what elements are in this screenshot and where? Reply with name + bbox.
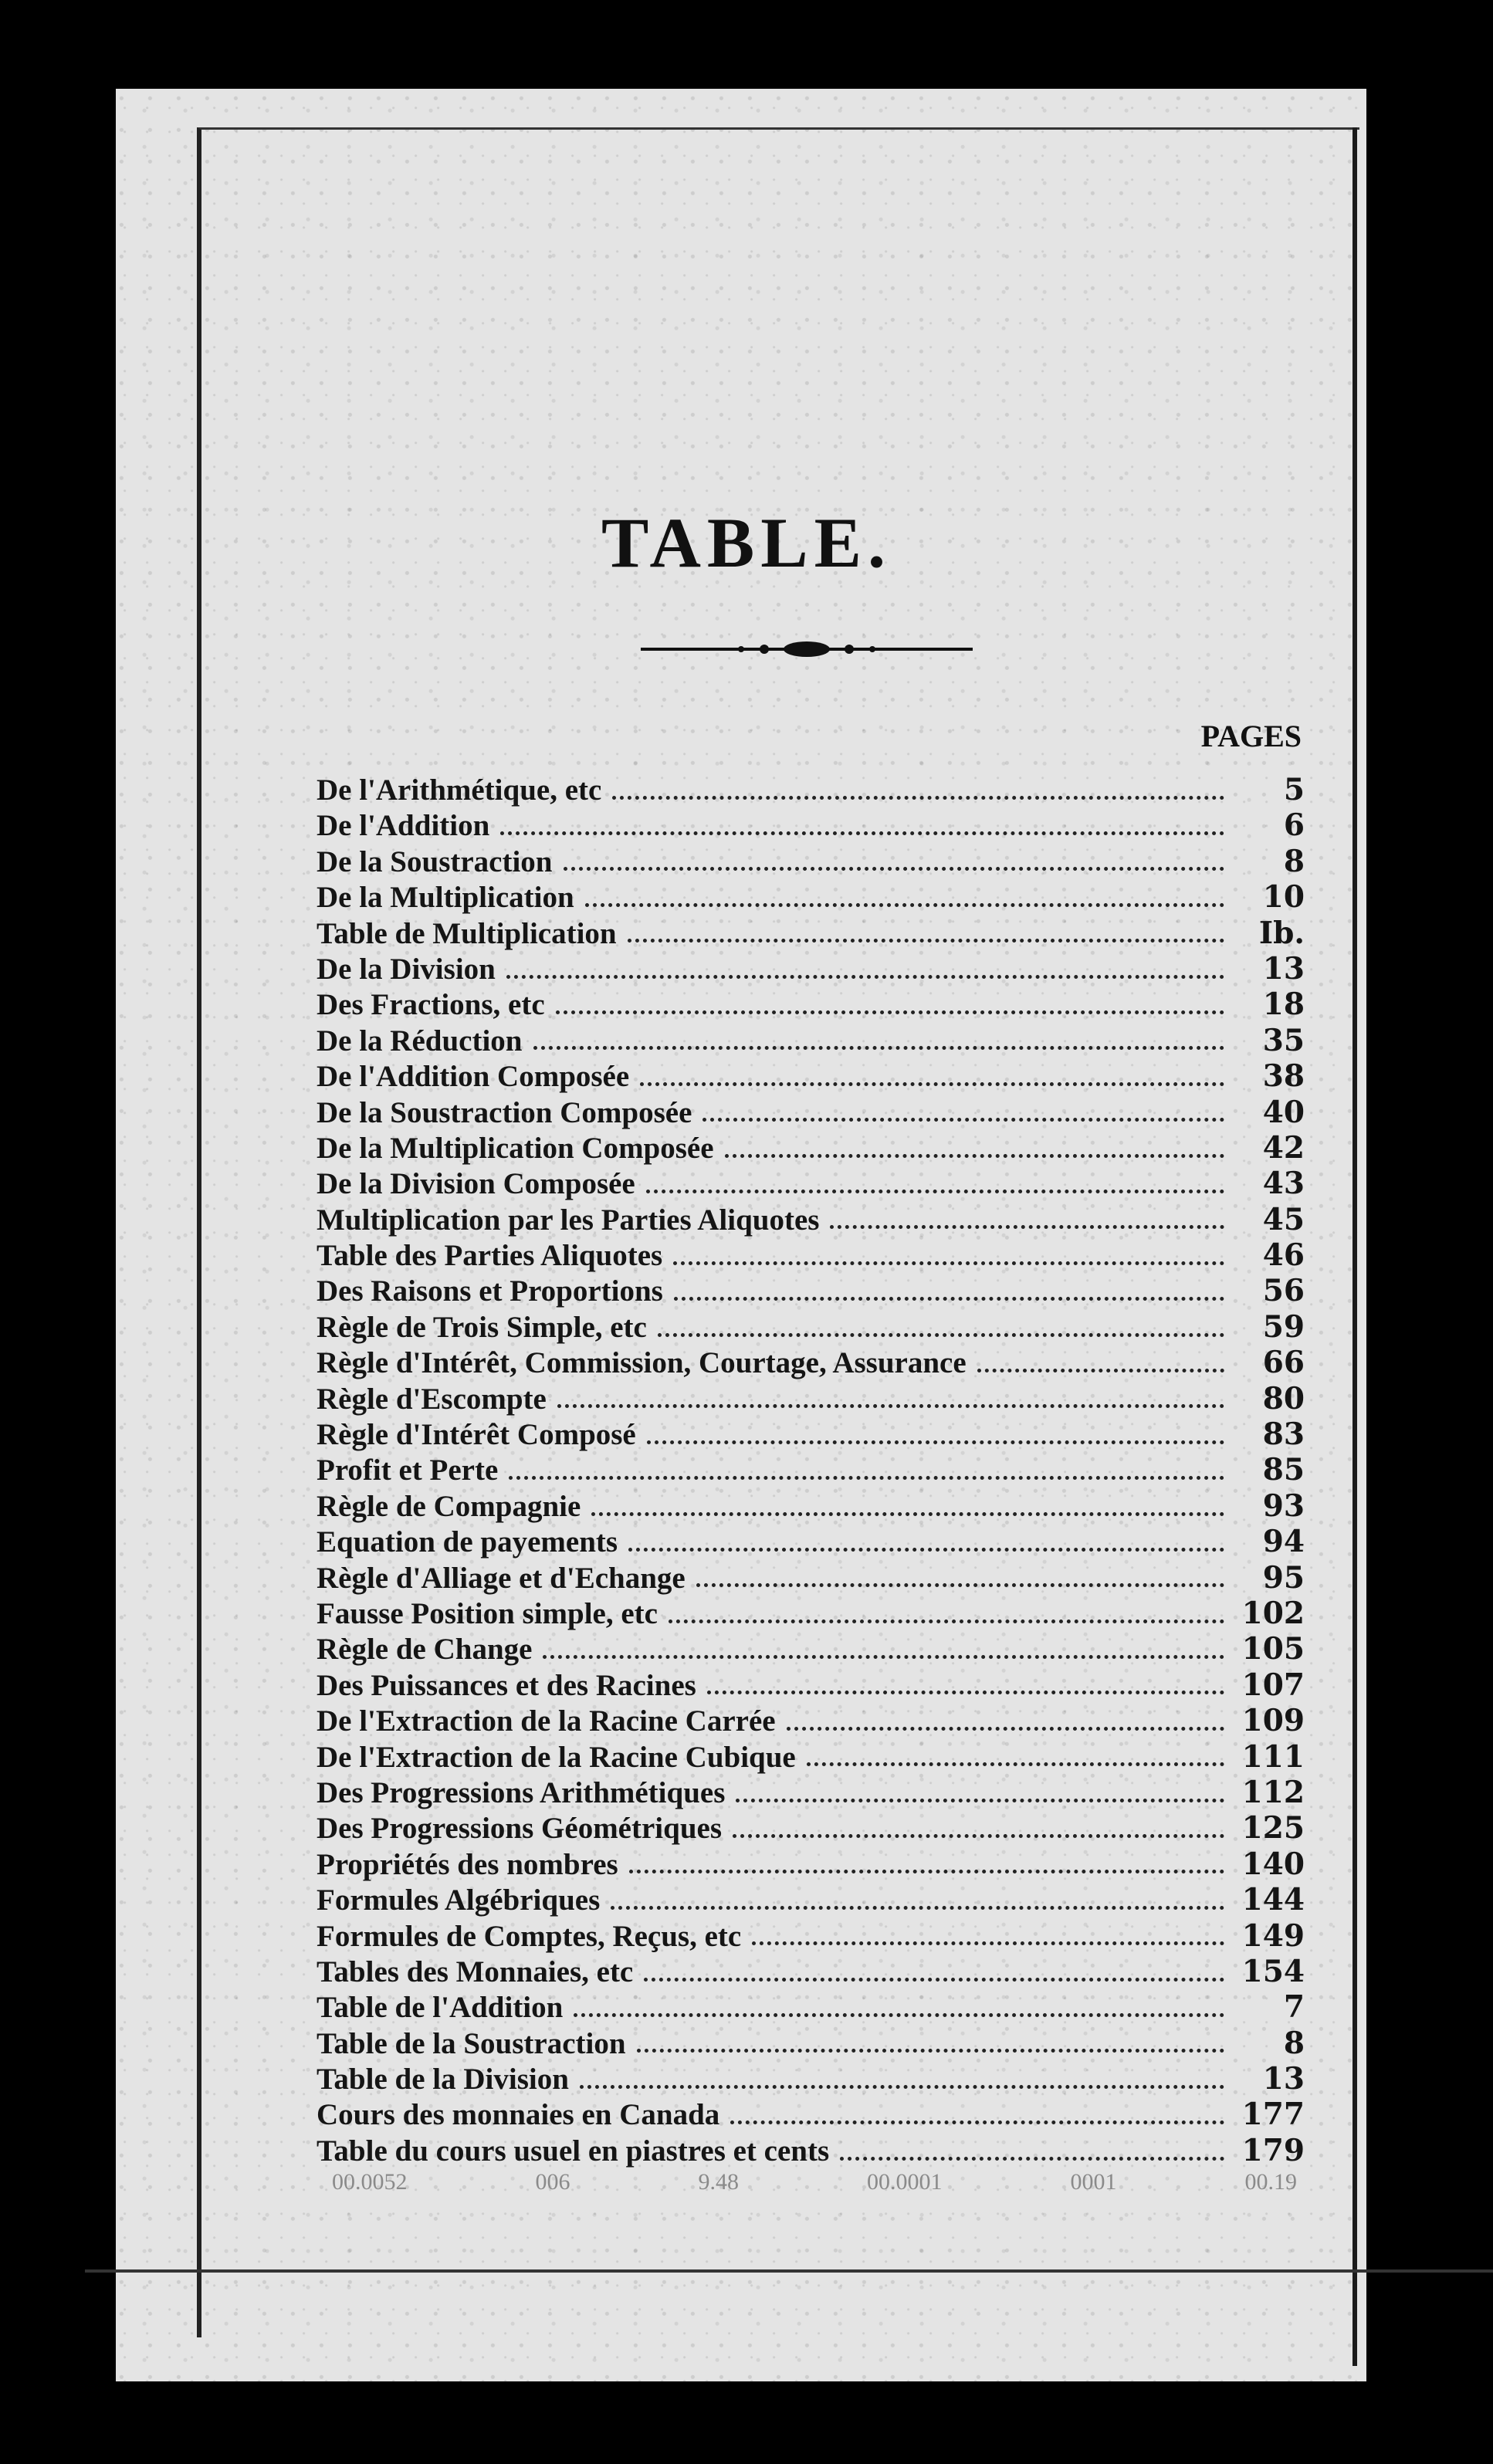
toc-entry-page: 5 xyxy=(1283,772,1305,807)
toc-entry-label: Tables des Monnaies, etc xyxy=(317,1955,634,1988)
toc-entry-label: Des Progressions Arithmétiques xyxy=(317,1775,726,1809)
dot-leader xyxy=(807,1762,1224,1766)
toc-entry xyxy=(317,1954,1305,1989)
toc-entry-page: 7 xyxy=(1283,1989,1305,2026)
bleed-through-item: 0001 xyxy=(1070,2169,1117,2195)
toc-entry-label: Des Fractions, etc xyxy=(317,988,545,1022)
dot-leader xyxy=(629,1870,1224,1873)
toc-entry-page: 109 xyxy=(1241,1703,1305,1739)
dot-leader xyxy=(647,1440,1224,1444)
toc-entry-label: Formules Algébriques xyxy=(317,1884,601,1917)
toc-entry xyxy=(317,1918,1305,1954)
dot-leader xyxy=(646,1190,1224,1193)
toc-entry-label: Fausse Position simple, etc xyxy=(317,1596,658,1630)
bleed-through-item: 00.19 xyxy=(1244,2169,1297,2195)
toc-entry-label: Cours des monnaies en Canada xyxy=(317,2098,720,2132)
toc-entry xyxy=(317,1166,1305,1201)
toc-entry-label: Règle d'Escompte xyxy=(317,1382,547,1416)
dot-leader xyxy=(543,1655,1224,1659)
toc-entry-page: 107 xyxy=(1241,1667,1305,1703)
toc-entry xyxy=(317,1309,1305,1345)
toc-entry-page: 43 xyxy=(1262,1166,1305,1202)
toc-entry-page: 177 xyxy=(1241,2097,1305,2133)
toc-entry xyxy=(317,1667,1305,1703)
toc-entry-label: Formules de Comptes, Reçus, etc xyxy=(317,1919,742,1953)
toc-entry-page: Ib. xyxy=(1258,915,1305,951)
bleed-through-text xyxy=(332,2169,1297,2195)
toc-entry xyxy=(317,1739,1305,1775)
toc-entry-page: 8 xyxy=(1283,843,1305,879)
toc-entry-label: De l'Extraction de la Racine Carrée xyxy=(317,1704,776,1738)
dot-leader xyxy=(673,1261,1224,1265)
dot-leader xyxy=(637,2049,1224,2053)
toc-entry-page: 105 xyxy=(1241,1631,1305,1667)
toc-entry-page: 38 xyxy=(1262,1058,1305,1095)
toc-entry-label: De la Soustraction Composée xyxy=(317,1095,692,1129)
dot-leader xyxy=(707,1691,1224,1694)
toc-entry-page: 6 xyxy=(1283,807,1305,844)
toc-entry-label: Règle de Change xyxy=(317,1633,533,1667)
toc-entry-page: 56 xyxy=(1262,1273,1305,1309)
toc-entry xyxy=(317,1488,1305,1524)
toc-entry-page: 149 xyxy=(1241,1917,1305,1954)
toc-entry xyxy=(317,1631,1305,1667)
toc-entry-page: 85 xyxy=(1262,1452,1305,1488)
dot-leader xyxy=(591,1512,1224,1516)
dot-leader xyxy=(702,1118,1224,1122)
toc-entry-label: De la Soustraction xyxy=(317,844,553,878)
ornament-divider xyxy=(641,639,973,659)
toc-entry-label: De l'Extraction de la Racine Cubique xyxy=(317,1740,796,1774)
dot-leader xyxy=(628,1548,1224,1552)
dot-leader xyxy=(628,939,1224,943)
toc-entry-label: Des Progressions Géométriques xyxy=(317,1812,722,1846)
dot-leader xyxy=(556,1010,1224,1014)
toc-entry-page: 45 xyxy=(1262,1201,1305,1237)
toc-entry-page: 95 xyxy=(1262,1559,1305,1596)
toc-entry-page: 102 xyxy=(1241,1595,1305,1631)
toc-entry-label: Règle de Trois Simple, etc xyxy=(317,1310,647,1344)
toc-entry-label: Des Raisons et Proportions xyxy=(317,1274,663,1308)
toc-entry-page: 13 xyxy=(1262,2061,1305,2097)
dot-leader xyxy=(752,1941,1224,1945)
toc-entry xyxy=(317,1202,1305,1237)
toc-entry-page: 35 xyxy=(1262,1022,1305,1058)
toc-entry xyxy=(317,2026,1305,2061)
dot-leader xyxy=(557,1404,1224,1408)
toc-entry xyxy=(317,916,1305,951)
toc-entry-label: Règle d'Intérêt Composé xyxy=(317,1418,636,1452)
toc-entry-page: 18 xyxy=(1262,987,1305,1023)
toc-entry xyxy=(317,1775,1305,1810)
dot-leader xyxy=(674,1297,1224,1301)
toc-entry-page: 112 xyxy=(1241,1774,1305,1810)
dot-leader xyxy=(640,1082,1224,1086)
toc-entry xyxy=(317,879,1305,915)
table-of-contents xyxy=(317,772,1305,2168)
dot-leader xyxy=(574,2013,1224,2017)
toc-entry-label: Table de Multiplication xyxy=(317,916,617,950)
toc-entry-label: Règle d'Alliage et d'Echange xyxy=(317,1561,686,1595)
toc-entry-label: Equation de payements xyxy=(317,1525,618,1559)
dot-leader xyxy=(730,2120,1224,2124)
toc-entry xyxy=(317,2097,1305,2132)
dot-leader xyxy=(733,1834,1224,1838)
toc-entry xyxy=(317,1524,1305,1559)
toc-entry-page: 140 xyxy=(1241,1846,1305,1882)
toc-entry xyxy=(317,807,1305,843)
toc-entry-page: 40 xyxy=(1262,1094,1305,1130)
toc-entry-label: De la Division xyxy=(317,952,496,986)
toc-entry-label: Multiplication par les Parties Aliquotes xyxy=(317,1203,820,1237)
dot-leader xyxy=(725,1154,1224,1158)
toc-entry-page: 13 xyxy=(1262,950,1305,987)
dot-leader xyxy=(736,1799,1224,1802)
toc-entry xyxy=(317,1095,1305,1130)
dot-leader xyxy=(658,1333,1224,1337)
toc-entry xyxy=(317,1130,1305,1166)
toc-entry-label: De l'Arithmétique, etc xyxy=(317,773,602,807)
toc-entry-page: 111 xyxy=(1241,1738,1305,1775)
toc-entry-label: Table de la Division xyxy=(317,2063,569,2097)
toc-entry-label: Règle d'Intérêt, Commission, Courtage, Assurance xyxy=(317,1346,967,1380)
toc-entry xyxy=(317,1703,1305,1738)
toc-entry-label: Table des Parties Aliquotes xyxy=(317,1239,663,1273)
toc-entry xyxy=(317,1416,1305,1452)
toc-entry-page: 179 xyxy=(1241,2132,1305,2168)
bottom-rule xyxy=(85,2269,1493,2273)
dot-leader xyxy=(612,796,1224,800)
dot-leader xyxy=(564,867,1225,871)
dot-leader xyxy=(669,1620,1224,1623)
dot-leader xyxy=(580,2085,1224,2089)
dot-leader xyxy=(585,903,1224,907)
toc-entry-page: 46 xyxy=(1262,1237,1305,1274)
bleed-through-item: 00.0052 xyxy=(332,2169,408,2195)
bleed-through-item: 006 xyxy=(535,2169,570,2195)
toc-entry xyxy=(317,1023,1305,1058)
toc-entry-label: Profit et Perte xyxy=(317,1454,499,1488)
toc-entry xyxy=(317,1882,1305,1917)
toc-entry-label: Table de la Soustraction xyxy=(317,2026,626,2060)
toc-entry-label: Table de l'Addition xyxy=(317,1991,564,2025)
toc-entry xyxy=(317,1810,1305,1846)
toc-entry xyxy=(317,1058,1305,1094)
toc-entry-page: 154 xyxy=(1241,1953,1305,1989)
dot-leader xyxy=(830,1225,1224,1229)
toc-entry-page: 80 xyxy=(1262,1380,1305,1416)
dot-leader xyxy=(696,1583,1224,1587)
binding-fold xyxy=(1353,127,1357,2366)
dot-leader xyxy=(500,831,1224,835)
toc-entry xyxy=(317,1989,1305,2025)
toc-entry-page: 144 xyxy=(1241,1882,1305,1918)
toc-entry-page: 125 xyxy=(1241,1810,1305,1846)
dot-leader xyxy=(644,1978,1224,1982)
toc-entry-page: 8 xyxy=(1283,2025,1305,2061)
toc-entry-label: Propriétés des nombres xyxy=(317,1847,618,1881)
toc-entry-label: De la Multiplication xyxy=(317,881,574,915)
toc-entry xyxy=(317,1560,1305,1596)
bleed-through-item: 00.0001 xyxy=(867,2169,943,2195)
toc-entry xyxy=(317,1273,1305,1308)
toc-entry-label: Règle de Compagnie xyxy=(317,1489,581,1523)
toc-entry-label: De la Division Composée xyxy=(317,1167,635,1201)
toc-entry-label: De l'Addition xyxy=(317,809,490,843)
toc-entry xyxy=(317,2133,1305,2168)
bleed-through-item: 9.48 xyxy=(698,2169,739,2195)
toc-entry-page: 93 xyxy=(1262,1488,1305,1524)
toc-entry xyxy=(317,1345,1305,1380)
page-title: TABLE. xyxy=(601,503,892,582)
toc-entry-label: Des Puissances et des Racines xyxy=(317,1668,696,1702)
toc-entry xyxy=(317,1452,1305,1488)
toc-entry xyxy=(317,2061,1305,2097)
dot-leader xyxy=(506,975,1224,979)
toc-entry xyxy=(317,987,1305,1022)
toc-entry xyxy=(317,1237,1305,1273)
pages-column-header: PAGES xyxy=(1200,719,1302,753)
toc-entry-page: 94 xyxy=(1262,1524,1305,1560)
toc-entry xyxy=(317,951,1305,987)
dot-leader xyxy=(787,1727,1224,1731)
toc-entry xyxy=(317,1846,1305,1882)
toc-entry-page: 59 xyxy=(1262,1308,1305,1345)
toc-entry-label: De la Multiplication Composée xyxy=(317,1131,714,1165)
toc-entry-label: Table du cours usuel en piastres et cents xyxy=(317,2134,830,2168)
toc-entry xyxy=(317,844,1305,879)
dot-leader xyxy=(840,2157,1224,2161)
dot-leader xyxy=(509,1476,1224,1480)
toc-entry xyxy=(317,772,1305,807)
toc-entry-page: 66 xyxy=(1262,1345,1305,1381)
dot-leader xyxy=(977,1369,1224,1372)
toc-entry xyxy=(317,1596,1305,1631)
dot-leader xyxy=(611,1906,1224,1910)
toc-entry-page: 83 xyxy=(1262,1416,1305,1453)
toc-entry xyxy=(317,1381,1305,1416)
toc-entry-page: 10 xyxy=(1262,879,1305,916)
toc-entry-page: 42 xyxy=(1262,1129,1305,1166)
toc-entry-label: De l'Addition Composée xyxy=(317,1060,630,1094)
dot-leader xyxy=(533,1046,1225,1050)
toc-entry-label: De la Réduction xyxy=(317,1024,523,1058)
